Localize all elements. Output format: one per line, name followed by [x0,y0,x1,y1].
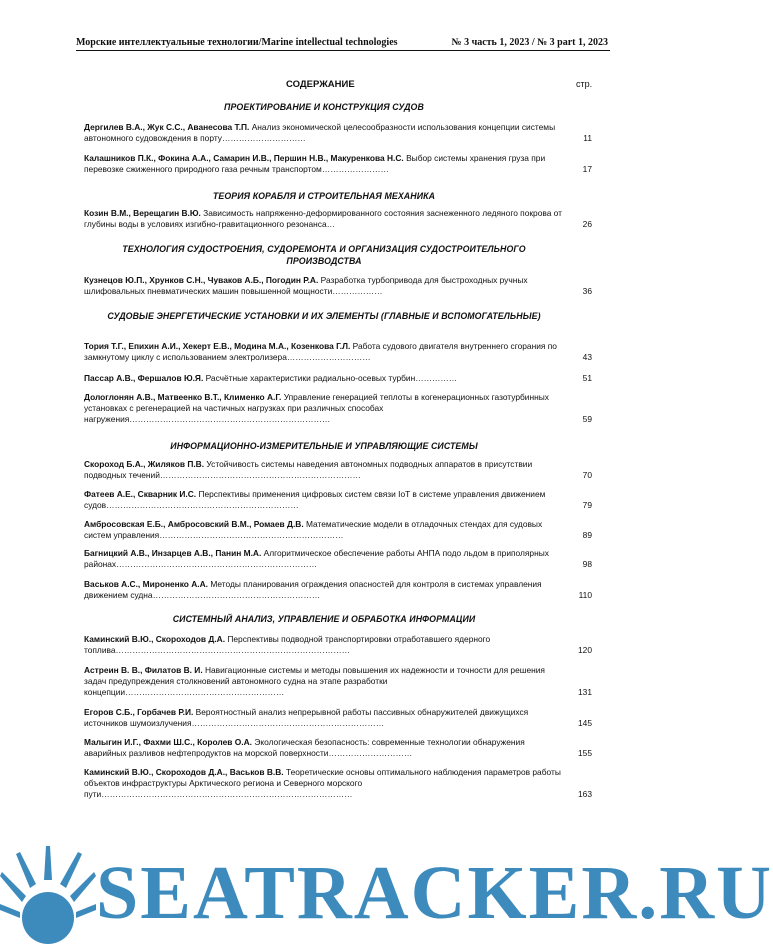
issue-number: № 3 часть 1, 2023 / № 3 part 1, 2023 [451,37,608,48]
entry-authors: Кузнецов Ю.П., Хрунков С.Н., Чуваков А.Б., Погодин Р.А. [84,275,319,285]
entry-authors: Пассар А.В., Фершалов Ю.Я. [84,373,204,383]
entry-title: Разработка турбопривода для быстроходных ручных шлифовальных пневматических машин повышенной мощности [84,275,528,297]
section-heading: ТЕОРИЯ КОРАБЛЯ И СТРОИТЕЛЬНАЯ МЕХАНИКА [212,191,436,201]
entry-authors: Васьков А.С., Мироненко А.А. [84,579,208,589]
toc-entry[interactable]: Скороход Б.А., Жиляков П.В. Устойчивость системы наведения автономных подводных аппаратов в присутствии подводных течений……………………………………………………………… 70 [84,459,592,481]
toc-entry[interactable]: Каминский В.Ю., Скороходов Д.А. Перспективы подводной транспортировки отработавшего ядерного топлива………………………………………………………………………… 120 [84,634,592,656]
entry-page: 98 [582,559,592,570]
page-column-label: стр. [576,79,593,89]
entry-title: Работа судового двигателя внутреннего сгорания по замкнутому циклу с использованием электролизера [84,341,557,363]
entry-title: Перспективы подводной транспортировки отработавшего ядерного топлива [84,634,491,656]
entry-title: Расчётные характеристики радиально-осевых турбин [205,373,416,383]
entry-title: Вероятностный анализ непрерывной работы пассивных обнаружителей движущихся источников шумоизлучения [84,707,529,729]
toc-entry[interactable]: Амбросовская Е.Б., Амбросовский В.М., Ромаев Д.В. Математические модели в отладочных стендах для судовых систем управления………………………………………………………… 89 [84,519,592,541]
entry-page: 59 [582,414,592,425]
entry-authors: Багницкий А.В., Инзарцев А.В., Панин М.А. [84,548,262,558]
entry-page: 11 [583,133,592,144]
entry-page: 131 [578,687,592,698]
entry-page: 17 [582,164,592,175]
toc-entry[interactable]: Калашников П.К., Фокина А.А., Самарин И.В., Першин Н.В., Макуренкова Н.С. Выбор системы хранения груза при перевозке сжиженного природного газа речным транспортом…………………… 17 [84,153,592,175]
toc-heading-row [76,79,610,93]
entry-page: 26 [582,219,592,230]
entry-authors: Калашников П.К., Фокина А.А., Самарин И.В., Першин Н.В., Макуренкова Н.С. [84,153,404,163]
toc-entry[interactable]: Каминский В.Ю., Скороходов Д.А., Васьков В.В. Теоретические основы оптимального наблюдения параметров работы объектов инфраструктуры Арктического региона и Северного морского пути……………………………………………………………………………… 163 [84,767,592,800]
toc-entry[interactable]: Багницкий А.В., Инзарцев А.В., Панин М.А. Алгоритмическое обеспечение работы АНПА подо льдом в приполярных районах……………………………………………………………… 98 [84,548,592,570]
entry-page: 36 [582,286,592,297]
entry-title: Анализ экономической целесообразности использования концепции системы автономного судовождения в порту [84,122,556,144]
entry-title: Навигационные системы и методы повышения их надежности и точности для решения задач предупреждения столкновений автономного судна на этапе разработки концепции [84,665,545,698]
entry-title: Экологическая безопасность: современные технологии обнаружения аварийных разливов нефтепродуктов на морской поверхности [84,737,525,759]
entry-page: 79 [582,500,592,511]
entry-title: Выбор системы хранения груза при перевозке сжиженного природного газа речным транспортом [84,153,546,175]
toc-entry[interactable]: Дологлонян А.В., Матвеенко В.Т., Клименко А.Г. Управление генерацией теплоты в когенерационных газотурбинных установках с регенерацией на частичных нагрузках при различных способах нагружения……………………………………………………………… 59 [84,392,592,425]
entry-title: Теоретические основы оптимального наблюдения параметров работы объектов инфраструктуры Арктического региона и Северного морского пути [84,767,561,800]
entry-page: 51 [582,373,592,383]
entry-authors: Тория Т.Г., Епихин А.И., Хекерт Е.В., Модина М.А., Козенкова Г.Л. [84,341,351,351]
section-heading: ПРОЕКТИРОВАНИЕ И КОНСТРУКЦИЯ СУДОВ [224,102,424,112]
entry-authors: Скороход Б.А., Жиляков П.В. [84,459,205,469]
section-heading: СИСТЕМНЫЙ АНАЛИЗ, УПРАВЛЕНИЕ И ОБРАБОТКА ИНФОРМАЦИИ [172,614,476,624]
journal-header [76,36,610,51]
entry-title: Алгоритмическое обеспечение работы АНПА подо льдом в приполярных районах [84,548,549,570]
section-heading: ИНФОРМАЦИОННО-ИЗМЕРИТЕЛЬНЫЕ И УПРАВЛЯЮЩИЕ СИСТЕМЫ [170,441,478,451]
toc-entry[interactable]: Кузнецов Ю.П., Хрунков С.Н., Чуваков А.Б., Погодин Р.А. Разработка турбопривода для быстроходных ручных шлифовальных пневматических машин повышенной мощности……………… 36 [84,275,592,297]
toc-entry[interactable]: Пассар А.В., Фершалов Ю.Я. Расчётные характеристики радиально-осевых турбин…………… 51 [84,373,592,383]
entry-page: 163 [578,789,592,800]
toc-entry[interactable]: Егоров С.Б., Горбачев Р.И. Вероятностный анализ непрерывной работы пассивных обнаружителей движущихся источников шумоизлучения…………………………………………………………… 145 [84,707,592,729]
entry-authors: Каминский В.Ю., Скороходов Д.А., Васьков В.В. [84,767,284,777]
section-heading: СУДОВЫЕ ЭНЕРГЕТИЧЕСКИЕ УСТАНОВКИ И ИХ ЭЛЕМЕНТЫ (ГЛАВНЫЕ И ВСПОМОГАТЕЛЬНЫЕ) [107,311,541,321]
toc-entry[interactable]: Астреин В. В., Филатов В. И. Навигационные системы и методы повышения их надежности и точности для решения задач предупреждения столкновений автономного судна на этапе разработки концепции………………………………………………… 131 [84,665,592,698]
entry-title: Управление генерацией теплоты в когенерационных газотурбинных установках с регенерацией на частичных нагрузках при различных способах нагружения [84,392,549,425]
watermark [0,840,773,947]
entry-title: Зависимость напряженно-деформированного состояния заснеженного ледяного покрова от глубины воды в условиях изгибно-гравитационного резонанса [84,208,562,230]
toc-entry[interactable]: Фатеев А.Е., Скварник И.С. Перспективы применения цифровых систем связи IoT в системе управления движением судов…………………………………………………………… 79 [84,489,592,511]
entry-title: Методы планирования ограждения опасностей для контроля в системах управления движением судна [84,579,542,601]
toc-title: СОДЕРЖАНИЕ [286,79,355,90]
entry-authors: Козин В.М., Верещагин В.Ю. [84,208,201,218]
entry-authors: Малыгин И.Г., Фахми Ш.С., Королев О.А. [84,737,252,747]
entry-authors: Фатеев А.Е., Скварник И.С. [84,489,197,499]
entry-page: 110 [578,590,592,601]
entry-authors: Дергилев В.А., Жук С.С., Аванесова Т.П. [84,122,250,132]
entry-page: 120 [578,645,592,656]
toc-entry[interactable]: Дергилев В.А., Жук С.С., Аванесова Т.П. Анализ экономической целесообразности использования концепции системы автономного судовождения в порту………………………… 11 [84,122,592,144]
entry-page: 43 [582,352,592,363]
entry-authors: Егоров С.Б., Горбачев Р.И. [84,707,194,717]
entry-authors: Каминский В.Ю., Скороходов Д.А. [84,634,226,644]
entry-title: Математические модели в отладочных стендах для судовых систем управления [84,519,543,541]
entry-page: 70 [582,470,592,481]
entry-page: 155 [578,748,592,759]
journal-title: Морские интеллектуальные технологии/Marine intellectual technologies [76,37,398,48]
entry-page: 89 [582,530,592,541]
toc-entry[interactable]: Тория Т.Г., Епихин А.И., Хекерт Е.В., Модина М.А., Козенкова Г.Л. Работа судового двигателя внутреннего сгорания по замкнутому циклу с использованием электролизера………………………… 43 [84,341,592,363]
entry-authors: Дологлонян А.В., Матвеенко В.Т., Клименко А.Г. [84,392,282,402]
watermark-text: SEATRACKER.RU [96,851,773,935]
entry-page: 145 [578,718,592,729]
toc-entry[interactable]: Васьков А.С., Мироненко А.А. Методы планирования ограждения опасностей для контроля в системах управления движением судна…………………………………………………… 110 [84,579,592,601]
toc-entry[interactable]: Малыгин И.Г., Фахми Ш.С., Королев О.А. Экологическая безопасность: современные технологии обнаружения аварийных разливов нефтепродуктов на морской поверхности………………………… 155 [84,737,592,759]
toc-entry[interactable]: Козин В.М., Верещагин В.Ю. Зависимость напряженно-деформированного состояния заснеженного ледяного покрова от глубины воды в условиях изгибно-гравитационного резонанса… 26 [84,208,592,230]
entry-title: Устойчивость системы наведения автономных подводных аппаратов в присутствии подводных течений [84,459,533,481]
section-heading: ТЕХНОЛОГИЯ СУДОСТРОЕНИЯ, СУДОРЕМОНТА И ОРГАНИЗАЦИЯ СУДОСТРОИТЕЛЬНОГО ПРОИЗВОДСТВА [122,244,526,266]
entry-title: Перспективы применения цифровых систем связи IoT в системе управления движением судов [84,489,546,511]
entry-authors: Астреин В. В., Филатов В. И. [84,665,203,675]
entry-authors: Амбросовская Е.Б., Амбросовский В.М., Ромаев Д.В. [84,519,304,529]
